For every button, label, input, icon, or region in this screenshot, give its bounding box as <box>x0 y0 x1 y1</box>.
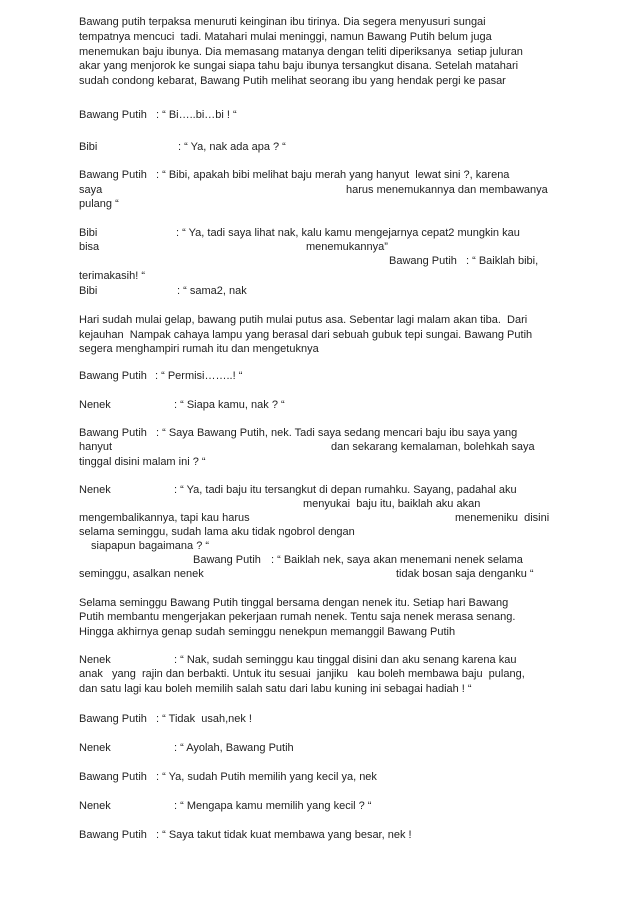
dialogue-text: anak yang rajin dan berbakti. Untuk itu sesuai janjiku kau boleh membawa baju pulang, <box>79 668 525 680</box>
paragraph-line: Selama seminggu Bawang Putih tinggal bersama dengan nenek itu. Setiap hari Bawang <box>79 597 509 609</box>
dialogue-speaker: Bawang Putih <box>79 109 147 121</box>
dialogue-text: : “ Ya, tadi baju itu tersangkut di depan rumahku. Sayang, padahal aku <box>174 484 517 496</box>
paragraph-line: Bawang putih terpaksa menuruti keinginan ibu tirinya. Dia segera menyusuri sungai <box>79 16 486 28</box>
dialogue-text: : “ Siapa kamu, nak ? “ <box>174 399 285 411</box>
dialogue-speaker: Nenek <box>79 399 111 411</box>
dialogue-text: hanyut <box>79 441 113 453</box>
paragraph-line: sudah condong kebarat, Bawang Putih melihat seorang ibu yang hendak pergi ke pasar <box>79 75 506 87</box>
dialogue-speaker: Bibi <box>79 227 98 239</box>
dialogue-text: tidak bosan saja denganku “ <box>396 568 534 580</box>
dialogue-speaker: Bawang Putih <box>79 829 147 841</box>
dialogue-speaker: Bawang Putih <box>79 370 147 382</box>
dialogue-speaker: Bawang Putih <box>79 169 147 181</box>
dialogue-text: menemukannya” <box>306 241 388 253</box>
dialogue-text: : “ Saya takut tidak kuat membawa yang besar, nek ! <box>156 829 412 841</box>
dialogue-text: : “ Ya, nak ada apa ? “ <box>178 141 286 153</box>
dialogue-text: : “ Baiklah nek, saya akan menemani nenek selama <box>271 554 523 566</box>
dialogue-text: bisa <box>79 241 100 253</box>
dialogue-text: : “ Ya, tadi saya lihat nak, kalu kamu mengejarnya cepat2 mungkin kau <box>176 227 520 239</box>
paragraph-line: menemukan baju ibunya. Dia memasang matanya dengan teliti diperiksanya setiap juluran <box>79 46 523 58</box>
dialogue-text: : “ Saya Bawang Putih, nek. Tadi saya sedang mencari baju ibu saya yang <box>156 427 518 439</box>
dialogue-text: seminggu, asalkan nenek <box>79 568 204 580</box>
dialogue-speaker: Nenek <box>79 742 111 754</box>
dialogue-text: : “ Bi…..bi…bi ! “ <box>156 109 237 121</box>
dialogue-text: menemeniku disini <box>455 512 550 524</box>
dialogue-text: : “ Ayolah, Bawang Putih <box>174 742 294 754</box>
dialogue-text: : “ sama2, nak <box>177 285 247 297</box>
dialogue-text: : “ Tidak usah,nek ! <box>156 713 252 725</box>
dialogue-speaker: Bawang Putih <box>79 427 147 439</box>
dialogue-speaker: Bawang Putih <box>79 771 147 783</box>
dialogue-text: : “ Permisi……..! “ <box>155 370 243 382</box>
dialogue-text: : “ Mengapa kamu memilih yang kecil ? “ <box>174 800 372 812</box>
paragraph-line: Putih membantu mengerjakan pekerjaan rumah nenek. Tentu saja nenek merasa senang. <box>79 611 516 623</box>
dialogue-text: : “ Ya, sudah Putih memilih yang kecil ya, nek <box>156 771 377 783</box>
dialogue-text: : “ Baiklah bibi, <box>466 255 539 267</box>
paragraph-line: segera menghampiri rumah itu dan mengetuknya <box>79 343 319 355</box>
dialogue-text: siapapun bagaimana ? “ <box>91 540 210 552</box>
dialogue-text: tinggal disini malam ini ? “ <box>79 456 206 468</box>
dialogue-speaker: Nenek <box>79 484 111 496</box>
dialogue-text: terimakasih! “ <box>79 270 146 282</box>
dialogue-speaker: Nenek <box>79 800 111 812</box>
dialogue-speaker: Bibi <box>79 285 98 297</box>
dialogue-text: mengembalikannya, tapi kau harus <box>79 512 250 524</box>
dialogue-text: dan sekarang kemalaman, bolehkah saya <box>331 441 535 453</box>
dialogue-text: : “ Bibi, apakah bibi melihat baju merah yang hanyut lewat sini ?, karena <box>156 169 510 181</box>
dialogue-text: : “ Nak, sudah seminggu kau tinggal disini dan aku senang karena kau <box>174 654 517 666</box>
dialogue-speaker: Bibi <box>79 141 98 153</box>
paragraph-line: tempatnya mencuci tadi. Matahari mulai meninggi, namun Bawang Putih belum juga <box>79 31 492 43</box>
dialogue-speaker: Bawang Putih <box>193 554 261 566</box>
dialogue-speaker: Nenek <box>79 654 111 666</box>
paragraph-line: Hingga akhirnya genap sudah seminggu nenekpun memanggil Bawang Putih <box>79 626 456 638</box>
dialogue-text: dan satu lagi kau boleh memilih salah satu dari labu kuning ini sebagai hadiah ! “ <box>79 683 472 695</box>
dialogue-speaker: Bawang Putih <box>79 713 147 725</box>
dialogue-text: menyukai baju itu, baiklah aku akan <box>303 498 481 510</box>
paragraph-line: akar yang menjorok ke sungai siapa tahu baju ibunya tersangkut disana. Setelah matahari <box>79 60 519 72</box>
dialogue-text: saya <box>79 184 103 196</box>
paragraph-line: kejauhan Nampak cahaya lampu yang berasal dari sebuah gubuk tepi sungai. Bawang Putih <box>79 329 533 341</box>
dialogue-speaker: Bawang Putih <box>389 255 457 267</box>
paragraph-line: Hari sudah mulai gelap, bawang putih mulai putus asa. Sebentar lagi malam akan tiba. Dari <box>79 314 528 326</box>
dialogue-text: pulang “ <box>79 198 119 210</box>
dialogue-text: selama seminggu, sudah lama aku tidak ngobrol dengan <box>79 526 355 538</box>
dialogue-text: harus menemukannya dan membawanya <box>346 184 548 196</box>
